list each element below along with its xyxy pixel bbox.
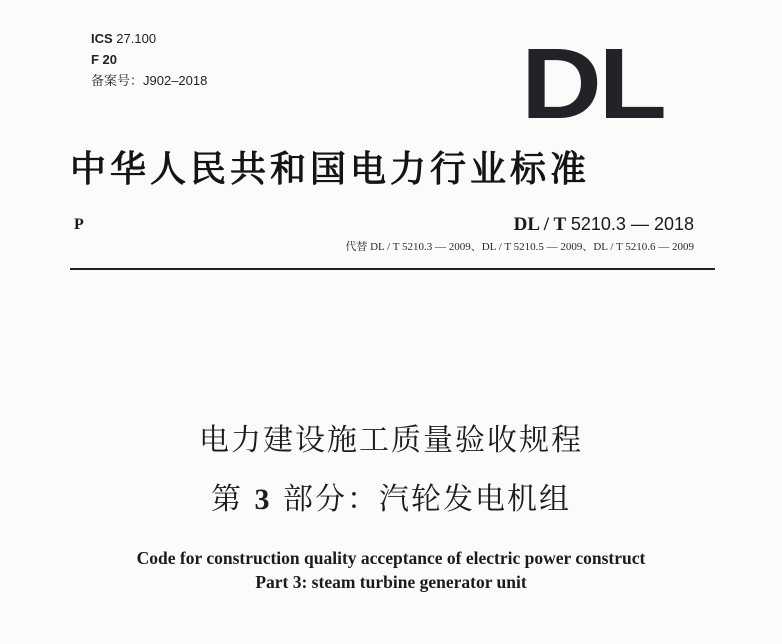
ics-label: ICS [91, 31, 113, 46]
filing-label: 备案号： [91, 73, 144, 88]
chinese-title-part-number: 3 [254, 483, 272, 516]
filing-row [91, 70, 207, 91]
english-title-line2: Part 3: steam turbine generator unit [255, 572, 527, 592]
header-divider [70, 268, 715, 270]
filing-number: J902–2018 [143, 73, 208, 88]
chinese-title-line1: 电力建设施工质量验收规程 [199, 423, 583, 458]
standard-category-title: 中华人民共和国电力行业标准 [70, 149, 591, 190]
chinese-title-part-prefix: 第 [210, 482, 243, 517]
chinese-title-part-name: 部分：汽轮发电机组 [283, 482, 572, 517]
standard-number [514, 214, 694, 236]
class-letter: P [74, 216, 84, 233]
classification-code: F 20 [91, 52, 118, 67]
chinese-title-line2 [0, 474, 782, 518]
standard-number-prefix: DL / T [513, 214, 567, 235]
dl-logo: DL [521, 28, 664, 140]
ics-row [91, 28, 207, 49]
standard-number-value: 5210.3 — 2018 [570, 214, 694, 234]
english-title-line1: Code for construction quality acceptance of electric power construct [136, 548, 646, 568]
ics-code: 27.100 [116, 31, 157, 46]
replaces-note: 代替 DL / T 5210.3 — 2009、DL / T 5210.5 — 2009、DL / T 5210.6 — 2009 [345, 241, 694, 253]
metadata-block [91, 28, 207, 91]
